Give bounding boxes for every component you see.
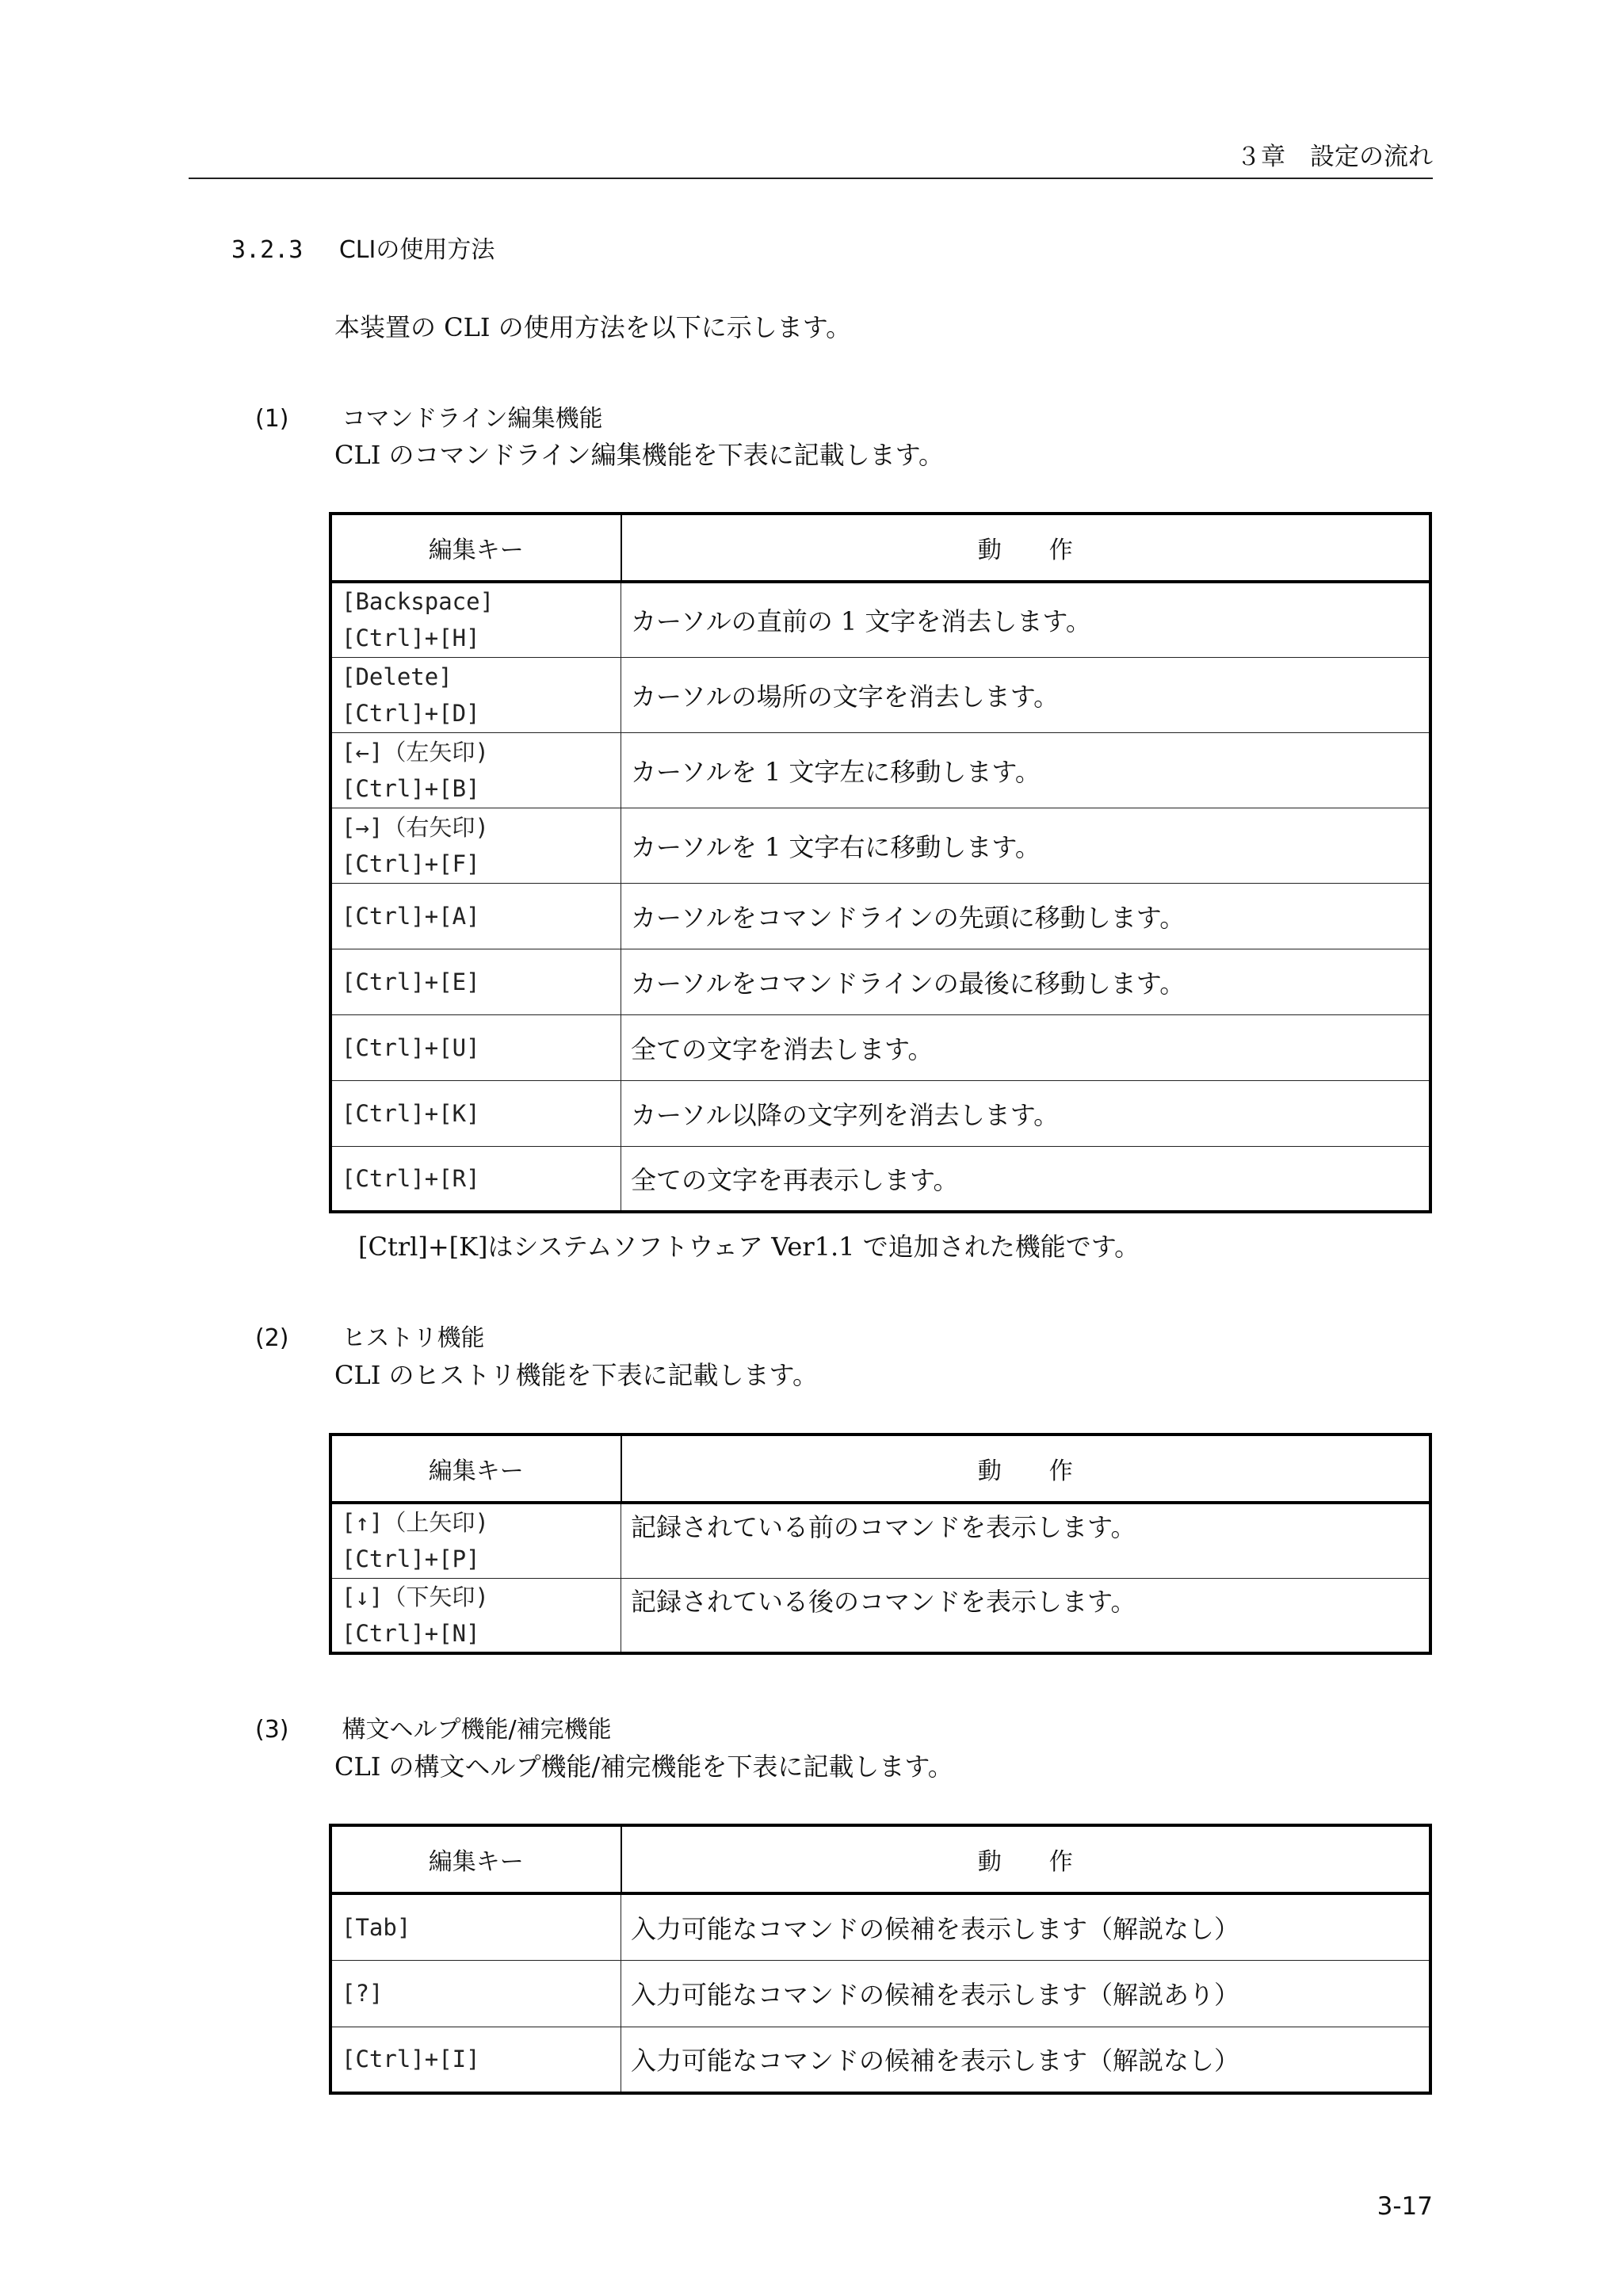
table-row [330, 1960, 1430, 2027]
key-cell [330, 1578, 621, 1653]
subsection-heading [255, 1318, 485, 1353]
table-header-row [330, 1825, 1430, 1893]
subsection-number: (3) [255, 1716, 289, 1744]
column-header-action: 動 作 [621, 514, 1431, 582]
subsection-title: ヒストリ機能 [342, 1324, 485, 1352]
table-row [330, 732, 1430, 808]
table-row [330, 2027, 1430, 2093]
key-table [329, 1433, 1432, 1655]
key-cell [330, 1014, 621, 1080]
table-body [330, 1503, 1430, 1653]
table-row [330, 883, 1430, 949]
action-cell: 入力可能なコマンドの候補を表示します（解説あり） [621, 1960, 1431, 2027]
key-cell [330, 949, 621, 1014]
table-row [330, 657, 1430, 732]
action-cell: 記録されている前のコマンドを表示します。 [621, 1503, 1431, 1578]
key-line: [Tab] [342, 1913, 411, 1941]
key-cell [330, 1503, 621, 1578]
key-line: [Delete] [342, 663, 453, 690]
key-table [329, 1824, 1432, 2095]
column-header-action: 動 作 [621, 1825, 1431, 1893]
header-rule [189, 178, 1433, 179]
subsection-description: CLI のヒストリ機能を下表に記載します。 [334, 1360, 818, 1390]
table-row [330, 1503, 1430, 1578]
action-cell: カーソルを 1 文字左に移動します。 [621, 732, 1431, 808]
key-line: [Ctrl]+[E] [342, 968, 480, 995]
table-row [330, 949, 1430, 1014]
key-line: [Ctrl]+[D] [342, 699, 480, 727]
key-cell [330, 1146, 621, 1212]
key-line: [↓]（下矢印) [342, 1583, 489, 1610]
key-cell [330, 883, 621, 949]
table-body [330, 582, 1430, 1212]
key-cell [330, 2027, 621, 2093]
key-line: [Ctrl]+[U] [342, 1033, 480, 1061]
table-body [330, 1893, 1430, 2093]
subsection-description: CLI のコマンドライン編集機能を下表に記載します。 [334, 440, 945, 470]
key-line: [Ctrl]+[F] [342, 850, 480, 877]
action-cell: 記録されている後のコマンドを表示します。 [621, 1578, 1431, 1653]
key-cell [330, 1893, 621, 1960]
subsection-title: コマンドライン編集機能 [342, 405, 603, 433]
key-cell [330, 657, 621, 732]
action-cell: カーソルを 1 文字右に移動します。 [621, 808, 1431, 883]
key-cell [330, 808, 621, 883]
table-row [330, 808, 1430, 883]
action-cell: 入力可能なコマンドの候補を表示します（解説なし） [621, 2027, 1431, 2093]
section-heading [231, 230, 495, 265]
key-line: [Ctrl]+[A] [342, 902, 480, 930]
table-row [330, 1578, 1430, 1653]
key-cell [330, 732, 621, 808]
key-line: [Ctrl]+[P] [342, 1545, 480, 1573]
action-cell: カーソル以降の文字列を消去します。 [621, 1080, 1431, 1146]
subsection-number: (2) [255, 1324, 289, 1352]
subsection-description: CLI の構文ヘルプ機能/補完機能を下表に記載します。 [334, 1752, 953, 1782]
subsection-title: 構文ヘルプ機能/補完機能 [342, 1716, 612, 1744]
subsection-number: (1) [255, 405, 289, 433]
key-line: [↑]（上矢印) [342, 1509, 489, 1537]
table-header-row [330, 514, 1430, 582]
subsection-heading [255, 1710, 612, 1744]
key-line: [Ctrl]+[B] [342, 774, 480, 802]
key-line: [Ctrl]+[R] [342, 1164, 480, 1192]
column-header-key: 編集キー [330, 514, 621, 582]
table-note: [Ctrl]+[K]はシステムソフトウェア Ver1.1 で追加された機能です。 [358, 1232, 1140, 1262]
key-line: [Ctrl]+[I] [342, 2046, 480, 2073]
page-number: 3-17 [1377, 2192, 1433, 2221]
key-line: [Ctrl]+[K] [342, 1099, 480, 1127]
chapter-title: ３章 設定の流れ [1236, 143, 1433, 171]
key-line: [→]（右矢印) [342, 813, 489, 841]
key-line: [Ctrl]+[H] [342, 625, 480, 652]
column-header-key: 編集キー [330, 1435, 621, 1503]
action-cell: カーソルの場所の文字を消去します。 [621, 657, 1431, 732]
key-cell [330, 1960, 621, 2027]
key-cell [330, 582, 621, 657]
subsection-heading [255, 399, 603, 434]
column-header-action: 動 作 [621, 1435, 1431, 1503]
table-row [330, 1893, 1430, 1960]
key-line: [Backspace] [342, 588, 495, 616]
action-cell: 全ての文字を再表示します。 [621, 1146, 1431, 1212]
key-table [329, 512, 1432, 1213]
action-cell: 入力可能なコマンドの候補を表示します（解説なし） [621, 1893, 1431, 1960]
table-header-row [330, 1435, 1430, 1503]
key-cell [330, 1080, 621, 1146]
key-line: [?] [342, 1980, 384, 2007]
table-row [330, 582, 1430, 657]
action-cell: カーソルをコマンドラインの最後に移動します。 [621, 949, 1431, 1014]
section-title: CLIの使用方法 [338, 236, 495, 264]
key-line: [Ctrl]+[N] [342, 1619, 480, 1647]
section-number: 3.2.3 [231, 236, 304, 264]
table-row [330, 1080, 1430, 1146]
action-cell: カーソルをコマンドラインの先頭に移動します。 [621, 883, 1431, 949]
section-intro: 本装置の CLI の使用方法を以下に示します。 [334, 312, 852, 342]
action-cell: カーソルの直前の 1 文字を消去します。 [621, 582, 1431, 657]
action-cell: 全ての文字を消去します。 [621, 1014, 1431, 1080]
key-line: [←]（左矢印) [342, 738, 489, 766]
table-row [330, 1146, 1430, 1212]
column-header-key: 編集キー [330, 1825, 621, 1893]
table-row [330, 1014, 1430, 1080]
